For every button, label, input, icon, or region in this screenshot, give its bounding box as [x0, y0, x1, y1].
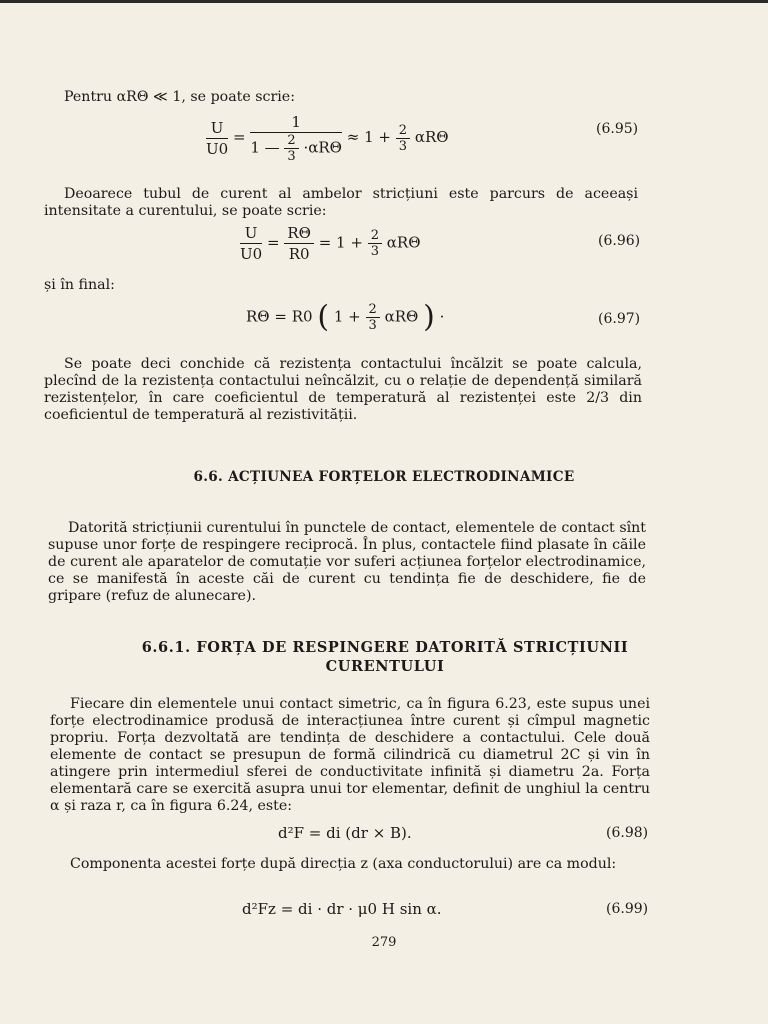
paragraph-conclusion: Se poate deci conchide că rezistența contactului încălzit se poate calcula, plecînd de la rezistența contactului neîncălzit, cu o relație de dependență similară rezistențelor, în care coeficientul de temperatură al rezistenței este 2/3 din coeficientul de temperatură al rezistivității. [44, 356, 642, 423]
equation-number-6-95: (6.95) [596, 121, 639, 137]
equation-6-95: $\frac{U}{U0}$ = 1 1 — $\frac{2}{3}$ ·αRΘ ≈ 1 + $\frac{2}{3}$ αRΘ [206, 113, 449, 164]
page-number: 279 [371, 935, 397, 950]
equation-6-96: $\frac{U}{U0}$ = $\frac{R\Theta}{R0}$ = 1 + $\frac{2}{3}$ αRΘ [240, 224, 421, 263]
section-heading: 6.6. ACȚIUNEA FORȚELOR ELECTRODINAMICE [193, 469, 575, 485]
equation-6-97: RΘ = R0 ( 1 + $\frac{2}{3}$ αRΘ ) · [246, 299, 445, 335]
paragraph-finally: și în final: [44, 277, 115, 293]
subsection-heading: 6.6.1. FORȚA DE RESPINGERE DATORITĂ STRICȚIUNII CURENTULUI [141, 639, 629, 675]
equation-number-6-98: (6.98) [606, 825, 649, 841]
equation-number-6-99: (6.99) [606, 901, 649, 917]
paragraph-repulsion-force: Fiecare din elementele unui contact simetric, ca în figura 6.23, este supus unei forțe electrodinamice produsă de interacțiunea între curent și cîmpul magnetic propriu. Forța dezvoltată are tendința de deschidere a contactului. Cele două elemente de contact se presupun de formă cilindrică cu diametrul 2C și vin în atingere prin intermediul sferei de conductivitate infinită și diametru 2a. Forța elementară care se exercită asupra unui tor elementar, definit de unghiul la centru α și raza r, ca în figura 6.24, este: [50, 696, 650, 814]
equation-number-6-96: (6.96) [598, 233, 641, 249]
paragraph-current-tube: Deoarece tubul de curent al ambelor stricțiuni este parcurs de aceeași intensitate a curentului, se poate scrie: [44, 186, 638, 219]
equation-6-99: d²Fz = di · dr · μ0 H sin α. [242, 900, 442, 918]
paragraph-z-component: Componenta acestei forțe după direcția z (axa conductorului) are ca modul: [70, 856, 617, 872]
equation-6-98: d²F = di (dr × B). [278, 824, 412, 842]
equation-number-6-97: (6.97) [598, 311, 641, 327]
paragraph-intro: Pentru αRΘ ≪ 1, se poate scrie: [64, 89, 295, 105]
paragraph-electrodynamic-forces: Datorită stricțiunii curentului în punctele de contact, elementele de contact sînt supuse unor forțe de respingere reciprocă. În plus, contactele fiind plasate în căile de curent ale aparatelor de comutație vor suferi acțiunea forțelor electrodinamice, ce se manifestă în aceste căi de curent cu tendința fie de deschidere, fie de gripare (refuz de alunecare). [48, 520, 646, 604]
page-top-edge [0, 0, 768, 3]
